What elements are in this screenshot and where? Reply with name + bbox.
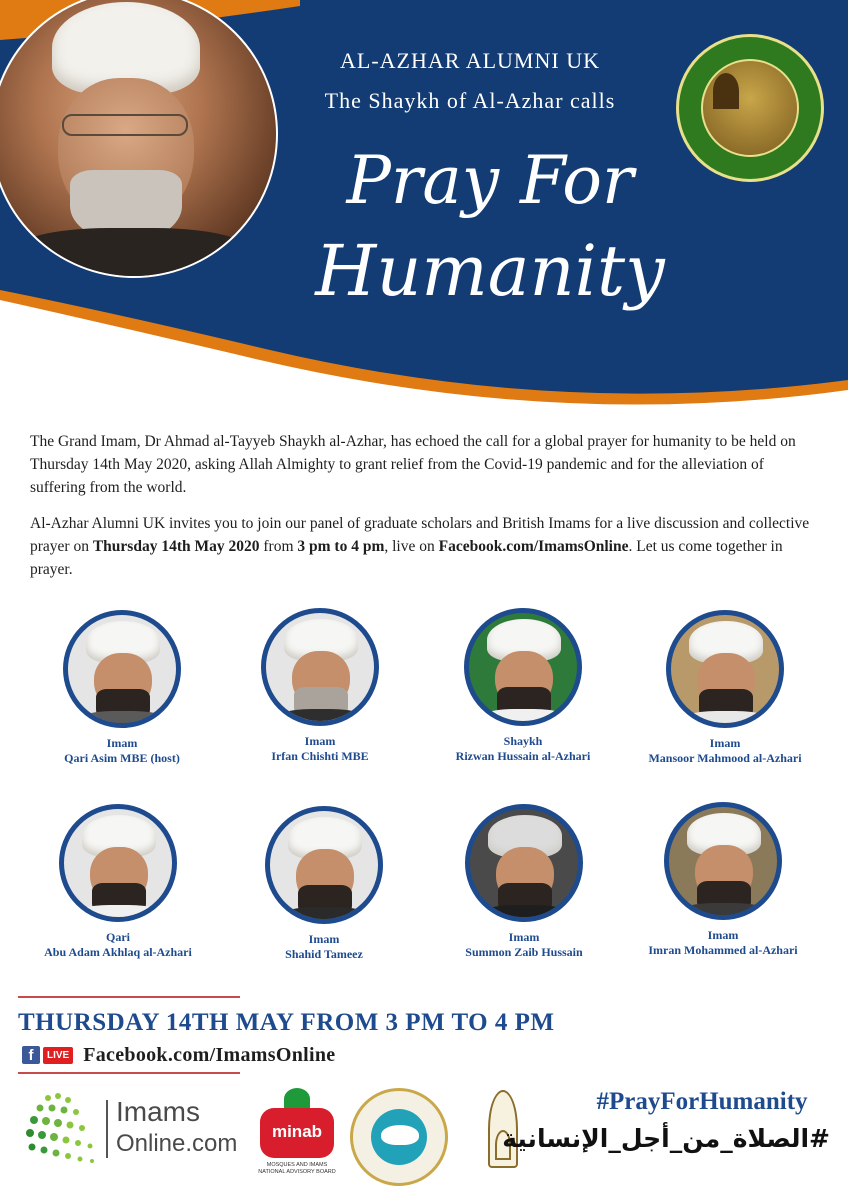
speaker-avatar xyxy=(265,806,383,924)
speaker-name: Abu Adam Akhlaq al-Azhari xyxy=(44,945,192,959)
event-time: 3 pm to 4 pm xyxy=(297,538,385,555)
speaker-avatar xyxy=(59,804,177,922)
hashtag-english: #PrayForHumanity xyxy=(596,1088,808,1115)
speaker-title: Imam xyxy=(106,736,138,750)
live-badge: LIVE xyxy=(43,1047,73,1064)
speaker-avatar xyxy=(261,608,379,726)
speaker-card xyxy=(22,610,222,766)
speaker-avatar xyxy=(465,804,583,922)
speaker-title: Imam xyxy=(304,734,336,748)
dots-icon xyxy=(18,1090,108,1170)
speaker-card xyxy=(625,610,825,766)
speaker-name: Mansoor Mahmood al-Azhari xyxy=(648,751,802,765)
divider-bottom xyxy=(18,1072,240,1074)
intro-paragraph-1: The Grand Imam, Dr Ahmad al-Tayyeb Shaykh al-Azhar, has echoed the call for a global prayer for humanity to be held on Thursday 14th May 2020, asking Allah Almighty to grant relief from the Covid-19 pandemic and for the alleviation of suffering from the world. xyxy=(30,433,796,496)
higher-committee-human-fraternity-logo xyxy=(350,1088,448,1186)
speaker-avatar xyxy=(666,610,784,728)
facebook-icon: f xyxy=(22,1046,40,1064)
minab-logo: minab MOSQUES AND IMAMS NATIONAL ADVISORY BOARD xyxy=(256,1086,338,1182)
org-line: AL-AZHAR ALUMNI UK xyxy=(340,48,600,73)
speaker-card xyxy=(18,804,218,960)
speaker-avatar xyxy=(464,608,582,726)
speaker-avatar xyxy=(664,802,782,920)
speaker-title: Imam xyxy=(707,928,739,942)
speaker-card xyxy=(224,806,424,962)
divider-top xyxy=(18,996,240,998)
speaker-name: Rizwan Hussain al-Azhari xyxy=(455,749,591,763)
speaker-name: Shahid Tameez xyxy=(285,947,363,961)
speaker-title: Imam xyxy=(508,930,540,944)
hands-icon xyxy=(381,1125,419,1145)
speaker-name: Irfan Chishti MBE xyxy=(271,749,369,763)
speaker-card xyxy=(623,802,823,958)
facebook-link[interactable]: Facebook.com/ImamsOnline xyxy=(83,1043,336,1066)
speaker-title: Imam xyxy=(709,736,741,750)
speaker-name: Qari Asim MBE (host) xyxy=(64,751,180,765)
speaker-card xyxy=(220,608,420,764)
hero-title-line1: Pray For xyxy=(346,142,634,219)
speaker-name: Summon Zaib Hussain xyxy=(465,945,583,959)
speaker-card xyxy=(424,804,624,960)
speaker-title: Shaykh xyxy=(503,734,543,748)
speaker-title: Imam xyxy=(308,932,340,946)
speaker-title: Qari xyxy=(106,930,130,944)
facebook-live-row[interactable] xyxy=(22,1043,335,1067)
hashtag-arabic: #الصلاة_من_أجل_الإنسانية xyxy=(502,1124,830,1153)
event-date: Thursday 14th May 2020 xyxy=(92,538,260,555)
facebook-link-inline[interactable]: Facebook.com/ImamsOnline xyxy=(438,538,629,555)
speaker-name: Imran Mohammed al-Azhari xyxy=(648,943,798,957)
hero-title-line2: Humanity xyxy=(315,230,665,312)
mosque-icon xyxy=(284,1088,310,1110)
intro-paragraph-2: Al-Azhar Alumni UK invites you to join our panel of graduate scholars and British Imams for a live discussion and collective prayer on Thursday 14th May 2020 from 3 pm to 4 pm, live on Facebook.com/ImamsOnline. Let us come together in prayer. xyxy=(30,515,810,578)
date-banner: THURSDAY 14TH MAY FROM 3 PM TO 4 PM xyxy=(18,1009,555,1036)
hero-subtitle: The Shaykh of Al-Azhar calls xyxy=(324,88,616,113)
imams-online-logo: Imams Online.com xyxy=(18,1090,238,1170)
speaker-avatar xyxy=(63,610,181,728)
world-organization-azhar-graduates-seal xyxy=(676,34,824,182)
speaker-card xyxy=(423,608,623,764)
